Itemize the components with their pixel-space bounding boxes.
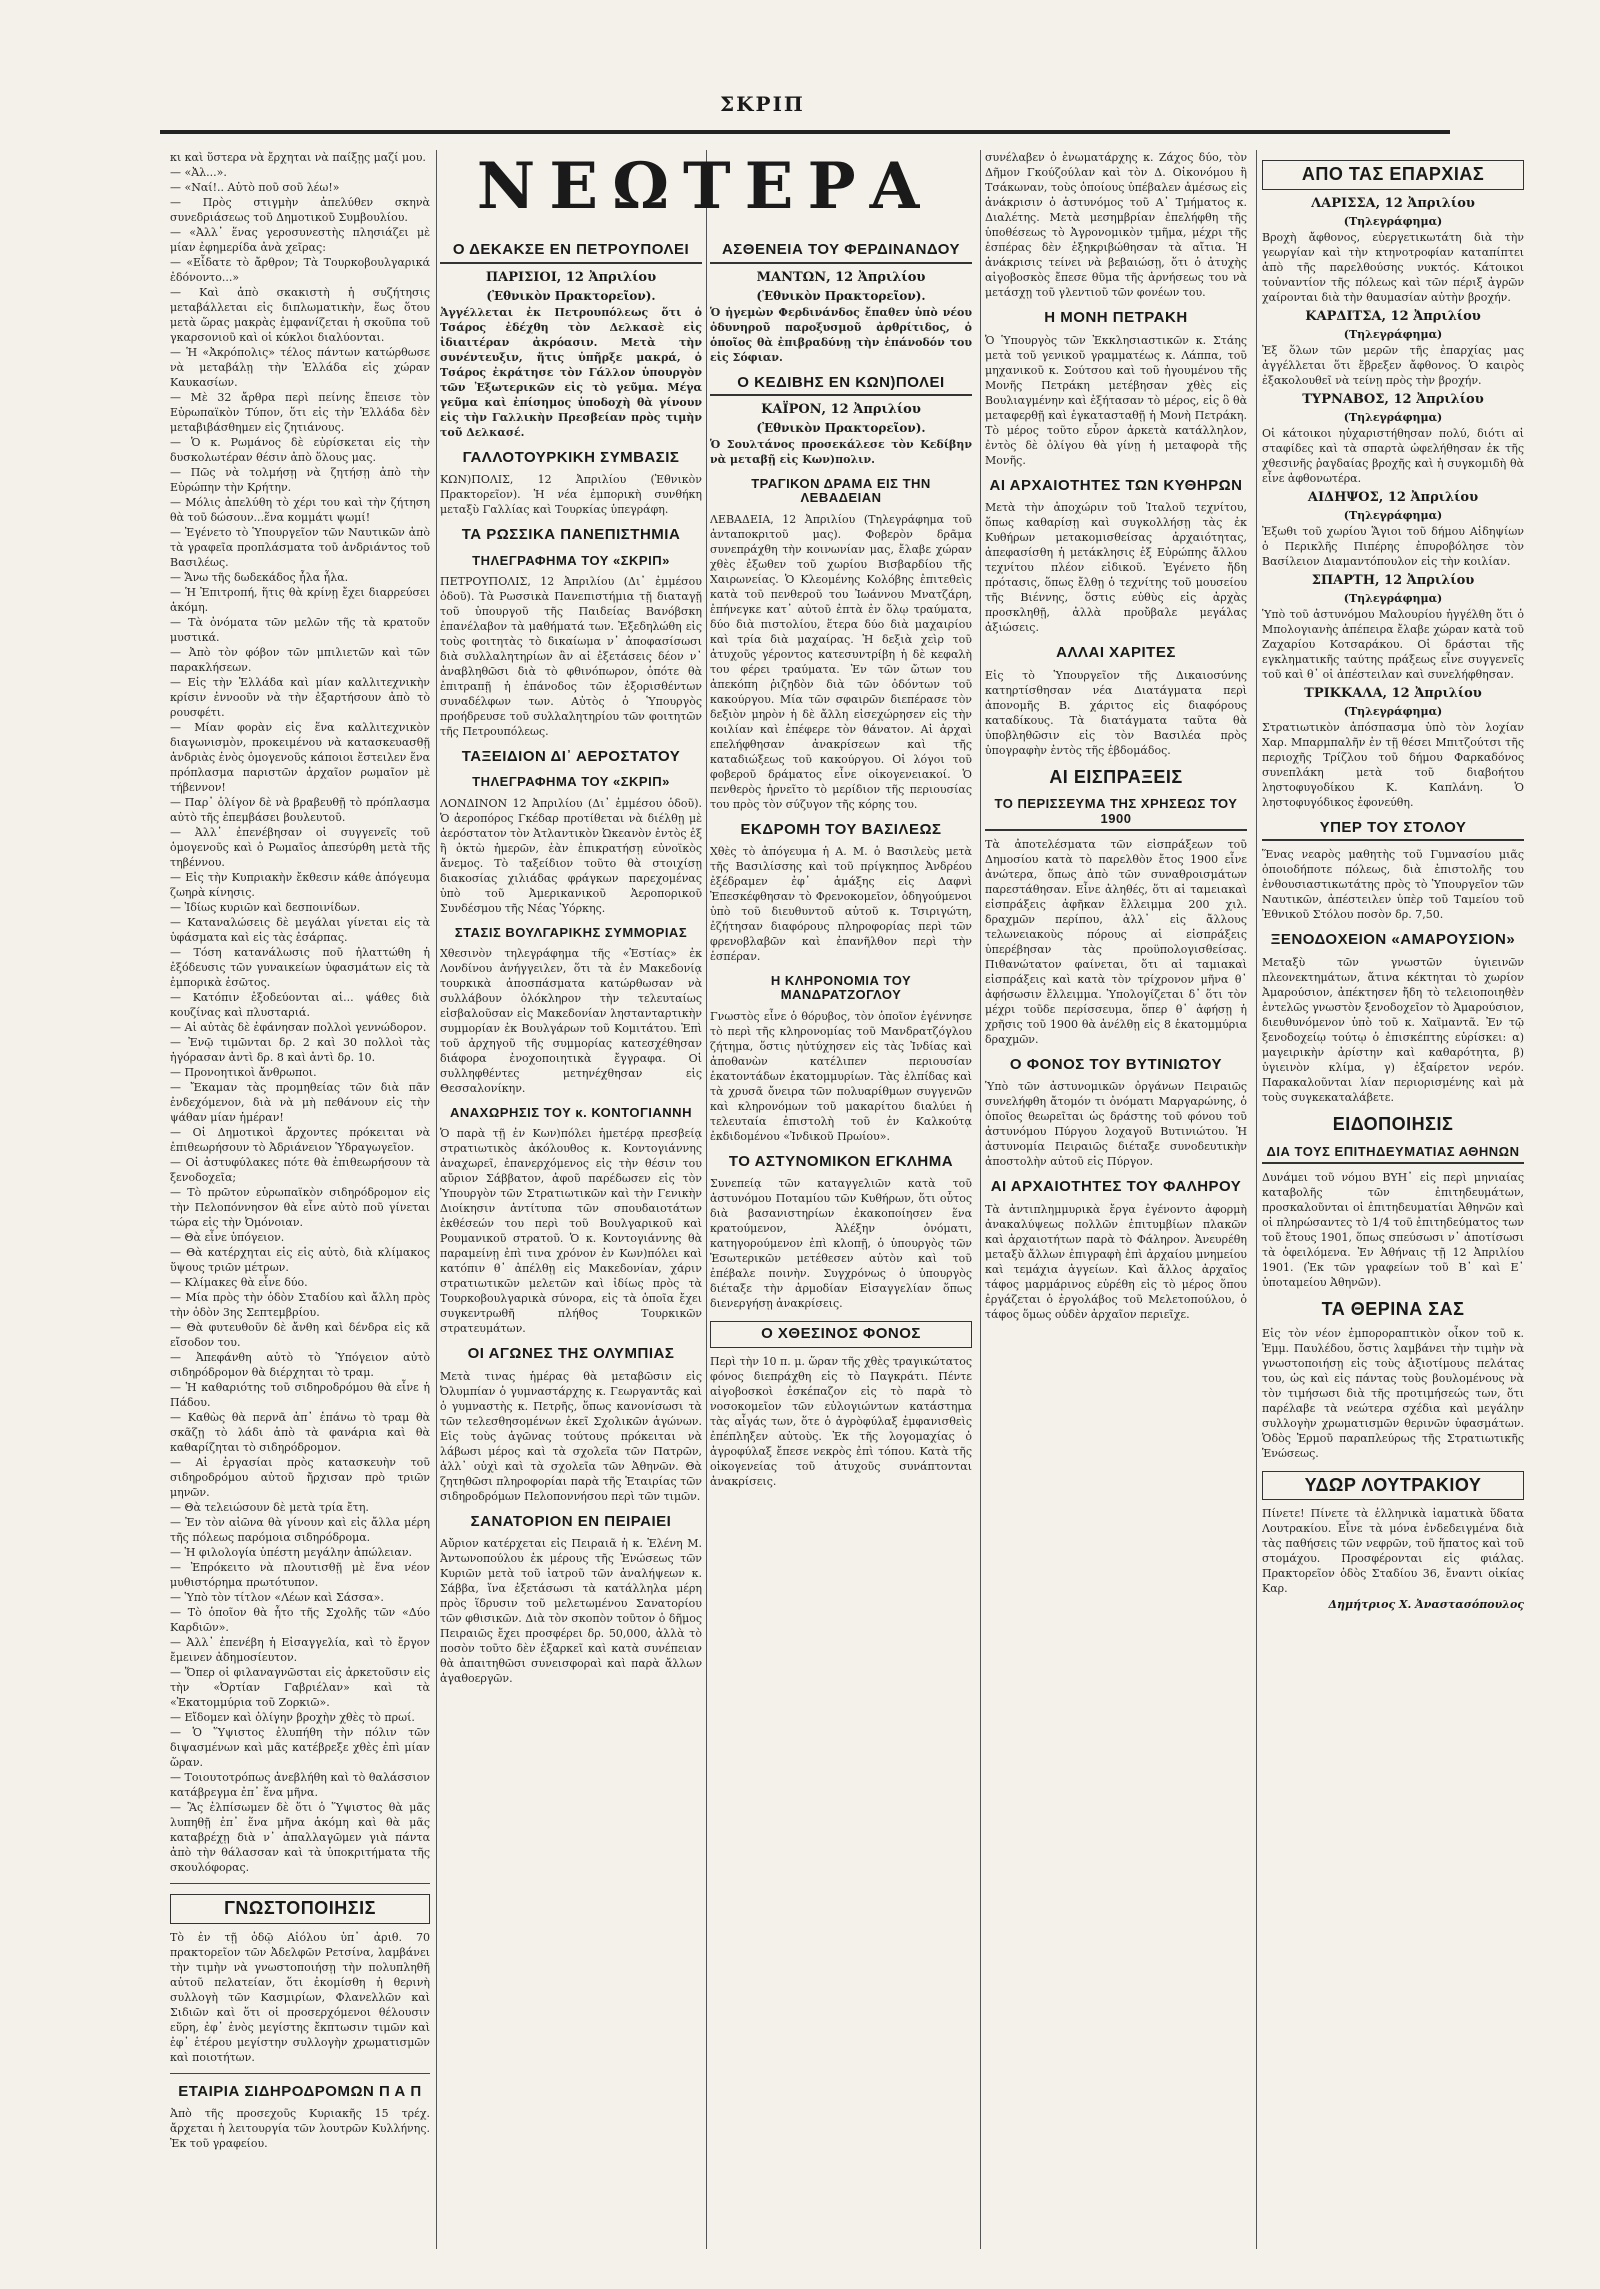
article-text: Ὑπὸ τοῦ ἀστυνόμου Μαλουρίου ἠγγέλθη ὅτι ὁ Μπολογιανὴς ἀπέπειρα ἔλαβε χώραν κατὰ τοῦ Ζαχαρίου Κοτσαράκου. Οἱ δράσται τῆς εγκληματικῆς ταύτης πράξεως εἶνε συγγενεῖς τοῦ καὶ θ᾽ οἱ ἀπέστειλαν καὶ συνελήφθησαν. <box>1262 607 1524 681</box>
column-3 <box>710 150 972 2259</box>
column-4 <box>985 150 1247 2259</box>
article-subheading: ΤΗΛΕΓΡΑΦΗΜΑ ΤΟΥ «ΣΚΡΙΠ» <box>472 774 670 790</box>
provinces-heading: ΑΠΟ ΤΑΣ ΕΠΑΡΧΙΑΣ <box>1262 160 1524 190</box>
telegram-line: (Τηλεγράφημα) <box>1343 327 1443 341</box>
article-text: Εἰς τὸ Ὑπουργεῖον τῆς Δικαιοσύνης κατηρτίσθησαν νέα Διατάγματα περὶ ἀπονομῆς Β. χάριτος εἰς διαφόρους καταδίκους. Τὰ διατάγματα ταῦτα θὰ ὑποβληθῶσιν εἰς τὸν Βασιλέα πρὸς ὑπογραφὴν ἐντὸς τῆς ἑβδομάδος. <box>985 668 1247 757</box>
masthead-rule <box>160 130 1450 134</box>
article-text: Στρατιωτικὸν ἀπόσπασμα ὑπὸ τὸν λοχίαν Χαρ. Μπαρμπαλῆν ἐν τῇ θέσει Μπιτζούτσι τῆς περιοχῆς Τρίζλου τοῦ δήμου Φαρκαδόνος συνεπλάκη μετὰ τοῦ διαβοήτου ληστοφυγοδίκου Κ. Καπλάνη. Ὁ ληστοφυγόδικος ἐφονεύθη. <box>1262 720 1524 809</box>
article-text: Ὁ Σουλτάνος προσεκάλεσε τὸν Κεδίβην νὰ μεταβῇ εἰς Κων)πολιν. <box>710 438 972 466</box>
notice-heading: ΓΝΩΣΤΟΠΟΙΗΣΙΣ <box>170 1894 430 1924</box>
article-text: Γνωστὸς εἶνε ὁ θόρυβος, τὸν ὁποῖον ἐγέννησε τὸ περὶ τῆς κληρονομίας τοῦ Μανδρατζόγλου ζήτημα, ὅστις ηὐτύχησεν εἰς τὰς Ἰνδίας καὶ ἀποθανὼν κατέλιπεν περιουσίαν ἑκατοντάδων ἑκατομμυρίων. Τὰς ἐλπίδας καὶ τὰ χρυσᾶ ὄνειρα τῶν πολυαρίθμων συγγενῶν καὶ κληρονόμων τοῦ μακαρίτου διαλύει ἡ τελευταία ἐπιστολὴ τοῦ ἐν Καλκούτᾳ ἐκδιδομένου «Ἰνδικοῦ Πρωίου». <box>710 1009 972 1143</box>
article-text: Περὶ τὴν 10 π. μ. ὥραν τῆς χθὲς τραγικώτατος φόνος διεπράχθη εἰς τὸ Παγκράτι. Πέντε αἰγοβοσκοὶ ἐσκέπαζον εἰς τὸ παρὰ τὸ νοσοκομεῖον τῶν εὐλογιώντων κατάστημα τὰς αἶγάς των, ὅτε ὁ ἀγρὸφύλαξ ἐμφανισθεὶς ἐπέπληξεν αὐτοὺς. Ἐκ τῆς λογομαχίας ὁ ἀγροφύλαξ ἔπεσε νεκρὸς ἐπὶ τόπου. Κατὰ τῆς οἰκογενείας τοῦ ἀτυχοῦς συνάπτονται ἀνακρίσεις. <box>710 1354 972 1488</box>
telegram-line: (Τηλεγράφημα) <box>1343 410 1443 424</box>
advert-text: Εἰς τὸν νέον ἐμποροραπτικὸν οἶκον τοῦ κ. Ἐμμ. Παυλέδου, ὅστις λαμβάνει τὴν τιμὴν νὰ γνωστοποιήσῃ εἰς τοὺς ἀξιοτίμους πελάτας του, ὡς καὶ εἰς πάντας τοὺς βουλομένους νὰ τὸν τιμήσωσι διὰ τῆς προτιμήσεώς των, ὅτι παρέλαβε τὰ νεώτερα σχέδια καὶ μεγάλην συλλογὴν χρωματισμῶν θερινῶν ὑφασμάτων. Ὁδὸς Ἑρμοῦ παραπλεύρως τῆς Στρατιωτικῆς Ἑνώσεως. <box>1262 1326 1524 1460</box>
masthead <box>0 0 1600 150</box>
advert-text: Μεταξὺ τῶν γνωστῶν ὑγιεινῶν πλεονεκτημάτων, ἅτινα κέκτηται τὸ χωρίον Ἀμαρούσιον, ἀπέκτησεν ἤδη τὸ τελειοποιηθὲν ἐντελῶς γνωστὸν ξενοδοχεῖον τὸ Ἀμαρούσιον, διευθυνόμενον ὑπὸ τοῦ κ. Χαϊμαντᾶ. Ἐν τῷ ξενοδοχείῳ τούτῳ ὁ ἐπισκέπτης εὑρίσκει: α) μαγειρικὴν ἀρίστην καὶ καθαρότητα, β) ὑγιεινὸν κλίμα, γ) ἐξαίρετον νερόν. Παρακαλοῦνται λίαν περιορισμένης καὶ μὰ τοὺς συγκεκαταλάβετε. <box>1262 955 1524 1104</box>
article-text: Χθὲς τὸ ἀπόγευμα ἡ Α. Μ. ὁ Βασιλεὺς μετὰ τῆς Βασιλίσσης καὶ τοῦ πρίγκηπος Ἀνδρέου ἐξέδραμεν ἐφ᾽ ἁμάξης εἰς Δαφνὶ Ἐπεσκέφθησαν τὸ Φρενοκομεῖον, ὁδηγούμενοι ὑπὸ τοῦ διευθυντοῦ αὐτοῦ κ. Τσιριγώτη, ἐζήτησαν διαφόρους πληροφορίας περὶ τῶν φρενοβλαβῶν καὶ ἐπανῆλθον περὶ τὴν ἑσπέραν. <box>710 845 972 964</box>
dateline: ΠΑΡΙΣΙΟΙ, 12 Ἀπριλίου <box>485 269 657 285</box>
advert-heading: ΤΑ ΘΕΡΙΝΑ ΣΑΣ <box>1321 1298 1465 1319</box>
article-heading: ΑΙ ΑΡΧΑΙΟΤΗΤΕΣ ΤΩΝ ΚΥΘΗΡΩΝ <box>989 476 1243 494</box>
article-text: συνέλαβεν ὁ ἐνωματάρχης κ. Ζάχος δύο, τὸν Δῆμον Γκούζούλαν καὶ τὸν Δ. Οἰκονόμου ἢ Τσάκωναν, τοὺς ὁποίους ὑπέβαλεν ἀμέσως εἰς ἀνάκρισιν ὁ ἀστυνόμος τοῦ Α᾽ Τμήματος κ. Διαλέτης. Μετὰ μεσημβρίαν ἐπελήφθη τῆς ὑποθέσεως τὸ Ἀγρονομικὸν τμῆμα, μέχρι τῆς ἑσπέρας δὲν ἐξηκριβώθησαν τὰ αἴτια. Ἡ ἀνάκρισις τείνει νὰ βεβαιώσῃ, ὅτι ὁ ἀτυχὴς αἰγοβοσκὸς ἔπεσε θῦμα τῆς ἀρνήσεως του νὰ μετάσχῃ τοῦ γλεντιοῦ τῶν φονέων του. <box>985 151 1247 299</box>
article-heading: Η ΚΛΗΡΟΝΟΜΙΑ ΤΟΥ ΜΑΝΔΡΑΤΖΟΓΛΟΥ <box>770 973 912 1003</box>
telegram-line: (Τηλεγράφημα) <box>1343 704 1443 718</box>
telegram-line: (Τηλεγράφημα) <box>1343 508 1443 522</box>
article-text: ΠΕΤΡΟΥΠΟΛΙΣ, 12 Ἀπριλίου (Δι᾽ ἐμμέσου ὁδοῦ). Τὰ Ρωσσικὰ Πανεπιστήμια τῇ διαταγῇ τοῦ ὑπουργοῦ τῆς Παιδείας Βανόβσκη ἐπανέλαβον τὰ μαθήματά των. Ἐξεδηλώθη εἰς τοὺς φοιτητὰς τὸ δικαίωμα ν᾽ ἀποφασίσωσι διὰ συλλαλητηρίων ἂν αἱ ἐξετάσεις δέον ν᾽ ἀναβληθῶσι διὰ τὸ φθινόπωρον, ὁπότε θὰ ἐπιτραπῇ ἡ ἐπάνοδος τῶν ἐξορισθέντων συναδέλφων των. Αὐτὸς ὁ Ὑπουργὸς προήδρευσε τοῦ συλλαλητηρίου τῶν φοιτητῶν τῆς Πετρουπόλεως. <box>440 574 702 738</box>
article-heading: ΟΙ ΑΓΩΝΕΣ ΤΗΣ ΟΛΥΜΠΙΑΣ <box>467 1345 675 1363</box>
article-heading: ΤΑΞΕΙΔΙΟΝ ΔΙ᾽ ΑΕΡΟΣΤΑΤΟΥ <box>461 747 681 765</box>
article-heading: Ο ΧΘΕΣΙΝΟΣ ΦΟΝΟΣ <box>710 1321 972 1348</box>
article-heading: ΑΣΘΕΝΕΙΑ ΤΟΥ ΦΕΡΔΙΝΑΝΔΟΥ <box>710 242 972 264</box>
railway-heading: ΕΤΑΙΡΙΑ ΣΙΔΗΡΟΔΡΟΜΩΝ Π Α Π <box>178 2082 422 2100</box>
column-1 <box>170 150 430 2259</box>
article-heading: Ο ΦΟΝΟΣ ΤΟΥ ΒΥΤΙΝΙΩΤΟΥ <box>1009 1055 1223 1073</box>
advert-text: Πίνετε! Πίνετε τὰ ἑλληνικὰ ἰαματικὰ ὕδατα Λουτρακίου. Εἶνε τὰ μόνα ἐνδεδειγμένα διὰ τὰς παθήσεις τῶν νεφρῶν, τοῦ ἥπατος καὶ τοῦ στομάχου. Προσφέρονται εἰς φιάλας. Πρακτορεῖον ὁδὸς Σταδίου 36, ἔναντι οἰκίας Καρ. <box>1262 1507 1524 1596</box>
article-subheading: ΤΗΛΕΓΡΑΦΗΜΑ ΤΟΥ «ΣΚΡΙΠ» <box>472 552 670 568</box>
advert-heading: ΞΕΝΟΔΟΧΕΙΟΝ «ΑΜΑΡΟΥΣΙΟΝ» <box>1270 931 1516 949</box>
article-text: Ὁ ἡγεμὼν Φερδινάνδος ἔπαθεν ὑπὸ νέου ὀδυνηροῦ παροξυσμοῦ ἀρθρίτιδος, ὁ ὁποῖος θὰ ἐπιβραδύνῃ τὴν ἐπάνοδόν του εἰς Σόφιαν. <box>710 305 972 364</box>
masthead-title: ΣΚΡΙΠ <box>720 92 805 116</box>
article-text: Μετὰ τὴν ἀποχώριν τοῦ Ἰταλοῦ τεχνίτου, ὅπως καθαρίσῃ καὶ συγκολλήσῃ τὰς ἐκ Κυθήρων μετακομισθείσας ἀρχαιότητας, ἀπεφασίσθη ἡ μετάκλησις ἐξ Εὐρώπης ἄλλου τεχνίτου πλέον εἰδικοῦ. Ἐγένετο ἤδη πρότασις, ὅπως ἔλθῃ ὁ τεχνίτης τοῦ μουσείου τῆς Βιέννης, ὅστις εὐθὺς εἰς ἀρχὰς προσκληθῇ, ἀλλὰ προὔβαλε μεγάλας ἀξιώσεις. <box>985 501 1247 634</box>
telegram-line: (Τηλεγράφημα) <box>1343 591 1443 605</box>
article-text: Ὁ Ὑπουργὸς τῶν Ἐκκλησιαστικῶν κ. Στάης μετὰ τοῦ γενικοῦ γραμματέως κ. Λάππα, τοῦ μηχανικοῦ κ. Σούτσου καὶ τοῦ ἡγουμένου τῆς Μονῆς Πετράκη μετέβησαν χθὲς εἰς Βουλιαγμένην καὶ ἐξήτασαν τὸ μέρος, εἰς ὃ θὰ μεταφερθῇ καὶ ἐγκατασταθῇ ἡ Μονὴ Πετράκη. Τὸ μέρος τοῦτο εὗρον ἀρκετὰ κατάλληλον, ἐντὸς δὲ ὀλίγου θὰ γίνῃ ἡ μεταφορὰ τῆς Μονῆς. <box>985 333 1247 467</box>
column-divider <box>436 150 437 2249</box>
dateline: ΚΑΪΡΟΝ, 12 Ἀπριλίου <box>761 402 921 417</box>
article-text: Ἐξωθι τοῦ χωρίου Ἅγιοι τοῦ δήμου Αἰδηψίων ὁ Περικλῆς Πιπέρης ἐπυροβόλησε τὸν Βασίλειον Διαμαντόπουλον εἰς τὴν κοιλίαν. <box>1262 524 1524 568</box>
dateline: ΚΑΡΔΙΤΣΑ, 12 Ἀπριλίου <box>1305 308 1481 324</box>
article-text: ΛΕΒΑΔΕΙΑ, 12 Ἀπριλίου (Τηλεγράφημα τοῦ ἀνταποκριτοῦ μας). Φοβερὸν δρᾶμα συνεπράχθη τὴν κοινωνίαν μας, ἔλαβε χώραν χθὲς ἐξωθεν τοῦ χωρίου Βισβαρδίου τῆς Χαιρωνείας. Ὁ Κλεομένης Κολόβης ἐπιτεθεὶς κατὰ τοῦ πενθεροῦ του Ἰωάννου Μνατζάρη, ἐπήνεγκε κατ᾽ αὐτοῦ ἐπτὰ ἐν ὅλῳ τραύματα, δύο διὰ πιστολίου, ἕτερα δύο διὰ μαχαιρίου καὶ τρία διὰ μαχαίρας. Ἡ δεξιὰ χεὶρ τοῦ ἀτυχοῦς γέροντος κατεσυντρίβη ἡ δὲ κεφαλὴ του φέρει τραύματα. Ἐν τῶν ὤτων του ἀπεκόπη ῥιζηδὸν διὰ τῶν ὀδόντων τοῦ κακούργου. Μία τῶν σφαιρῶν διεπέρασε τὸν δεξιὸν μηρὸν ἡ δὲ ἄλλη εἰσεχώρησεν εἰς τὴν κοιλίαν καὶ ἐπέφερε τὸν θάνατον. Αἱ ἀρχαὶ επελήφθησαν ἀνακρίσεων καὶ τῆς καταδιώξεως τοῦ κακούργου. Οἱ λόγοι τοῦ φοβεροῦ δράματος εἶνε οἰκογενειακοί. Ὁ πενθερὸς ἠρνεῖτο τὸ μερίδιον τῆς περιουσίας του πρὸς τὸν σύζυγον τῆς κόρης του. <box>710 512 972 811</box>
agency-line: (Ἐθνικὸν Πρακτορεῖον). <box>756 421 926 435</box>
railway-text: Ἀπὸ τῆς προσεχοῦς Κυριακῆς 15 τρέχ. ἄρχεται ἡ λειτουργία τῶν λουτρῶν Κυλλήνης. Ἐκ τοῦ γραφείου. <box>170 2107 430 2151</box>
dateline: ΣΠΑΡΤΗ, 12 Ἀπριλίου <box>1311 572 1475 588</box>
divider <box>170 1883 430 1884</box>
article-heading: ΓΑΛΛΟΤΟΥΡΚΙΚΗ ΣΥΜΒΑΣΙΣ <box>462 448 680 466</box>
dateline: ΑΙΔΗΨΟΣ, 12 Ἀπριλίου <box>1307 489 1479 505</box>
section-banner: ΝΕΩΤΕΡΑ <box>476 149 934 224</box>
advert-heading: ΥΔΩΡ ΛΟΥΤΡΑΚΙΟΥ <box>1262 1471 1524 1501</box>
agency-line: (Ἐθνικὸν Πρακτορεῖον). <box>486 288 656 303</box>
article-heading: Η ΜΟΝΗ ΠΕΤΡΑΚΗ <box>1044 309 1188 326</box>
article-heading: ΤΑ ΡΩΣΣΙΚΑ ΠΑΝΕΠΙΣΤΗΜΙΑ <box>461 526 681 543</box>
dateline: ΤΥΡΝΑΒΟΣ, 12 Ἀπριλίου <box>1302 391 1484 407</box>
article-text: Τὰ ἀποτελέσματα τῶν εἰσπράξεων τοῦ Δημοσίου κατὰ τὸ παρελθὸν ἔτος 1900 εἶνε ἀνώτερα, ὅπως ἀπὸ τῶν συναθροισμάτων παρεστάθησαν. Εἶνε ἀληθές, ὅτι αἱ ταμειακαὶ εἰσπράξεις ἀφῆκαν ἔλλειμμα 200 χιλ. δραχμῶν περίπου, ἀλλ᾽ εἰς ἄλλους τελωνειακοὺς πόρους αἱ εἰσπράξεις ὑπερέβησαν τὰς προϋπολογισθείσας. Πιθανώτατον φαίνεται, ὅτι αἱ ταμιακαὶ εἰσπράξεις καὶ κατὰ τὸν τρίχρονον μῆνα θ᾽ ἀφήσωσιν ἔλλειμμα. Ὑπολογίζεται δ᾽ ὅτι τὸν μέχρι τοῦδε περίσσευμα, ὅπερ θ᾽ ἀφήσῃ ἡ χρῆσις τοῦ 1900 θὰ ἀνέλθῃ εἰς 8 ἑκατομμύρια δραχμῶν. <box>985 837 1247 1046</box>
notice-heading: ΕΙΔΟΠΟΙΗΣΙΣ <box>1332 1113 1454 1134</box>
divider <box>170 2073 430 2074</box>
article-heading: Ο ΚΕΔΙΒΗΣ ΕΝ ΚΩΝ)ΠΟΛΕΙ <box>710 375 972 397</box>
column-divider <box>1256 150 1257 2249</box>
article-subheading: ΤΟ ΠΕΡΙΣΣΕΥΜΑ ΤΗΣ ΧΡΗΣΕΩΣ ΤΟΥ 1900 <box>985 797 1247 831</box>
article-text: Συνεπείᾳ τῶν καταγγελιῶν κατὰ τοῦ ἀστυνόμου Ποταμίου τῶν Κυθήρων, ὅτι οὗτος διὰ βασανιστηρίων ἐκακοποίησεν ἕνα κρατούμενον, Ἀλέξην ὀνόματι, κατηγορούμενον ἐπὶ κλοπῇ, ὁ ὑπουργὸς τῶν Ἐσωτερικῶν μετέθεσεν αὐτὸν καὶ τοῦ ἐπέβαλε ποινὴν. Συγχρόνως ὁ ὑπουργὸς διέταξε τὴν ἀρμοδίαν Εἰσαγγελίαν ὅπως διενεργήσῃ ἀνακρίσεις. <box>710 1177 972 1311</box>
column-divider <box>980 150 981 2249</box>
article-text: Βροχὴ ἄφθονος, εὐεργετικωτάτη διὰ τὴν γεωργίαν καὶ τὴν κτηνοτροφίαν καταπίπτει ἀπὸ τῆς παρελθούσης νυκτός. Κάτοικοι τοὐναντίον τῆς πόλεως καὶ τῶν πέριξ ἀγρῶν χαίρονται διὰ τὴν θαυμασίαν αὐτὴν βροχήν. <box>1262 230 1524 304</box>
article-text: ΚΩΝ)ΠΟΛΙΣ, 12 Ἀπριλίου (Ἐθνικὸν Πρακτορεῖον). Ἡ νέα ἐμπορικὴ συνθήκη μεταξὺ Γαλλίας καὶ Τουρκίας ὑπεγράφη. <box>440 473 702 516</box>
notice-text: Τὸ ἐν τῇ ὁδῷ Αἰόλου ὑπ᾽ ἀριθ. 70 πρακτορεῖον τῶν Ἀδελφῶν Ρετσίνα, λαμβάνει τὴν τιμὴν νὰ γνωστοποιήσῃ τὴν πολυπληθῆ αὐτοῦ πελατείαν, ὅτι ἐκομίσθη ἡ θερινὴ συλλογὴ τῶν Κασμιρίων, Φλανελλῶν καὶ Σιδιῶν καὶ ὅτι οἱ προσερχόμενοι θέλουσιν εὕρη, ἐφ᾽ ἑνὸς μεγίστης ἔκπτωσιν τιμῶν καὶ ἐφ᾽ ἑτέρου μεγίστην συλλογὴν χρωματισμῶν καὶ ποιοτήτων. <box>170 1930 430 2064</box>
article-text: Ὁ παρὰ τῇ ἐν Κων)πόλει ἡμετέρᾳ πρεσβείᾳ στρατιωτικὸς ἀκόλουθος κ. Κοντογιάννης ἀναχωρεῖ, ἐπανερχόμενος εἰς τὴν θέσιν του αὔριον Σάββατον, ἀφοῦ παρέδωσεν εἰς τὸν Ὑπουργὸν τῶν Στρατιωτικῶν καὶ τὴν Γενικὴν Διοίκησιν ἀντίτυπα τῶν σπουδαιοτάτων ἐκθέσεών του περὶ τοῦ Βουλγαρικοῦ καὶ Ρουμανικοῦ στρατοῦ. Ὁ κ. Κοντογιάννης θὰ παραμείνῃ ἐπὶ τινα χρόνον ἐν Κων)πόλει καὶ κατόπιν θ᾽ ἀπέλθῃ εἰς Μακεδονίαν, χάριν στρατιωτικῶν μελετῶν καὶ ἰδίως πρὸς τὰ Τουρκοβουλγαρικὰ σύνορα, εἰς τὰ ὁποῖα ἔχει συγκεντρωθῆ πλήθος Τουρκικῶν στρατευμάτων. <box>440 1127 702 1336</box>
column-2 <box>440 150 702 2259</box>
advert-signature: Δημήτριος Χ. Ἀναστασόπουλος <box>1328 1598 1524 1612</box>
telegram-line: (Τηλεγράφημα) <box>1343 214 1443 228</box>
article-text: Οἱ κάτοικοι ηὐχαριστήθησαν πολύ, διότι αἱ σταφίδες καὶ τὰ σπαρτὰ ὠφελήθησαν ἐκ τῆς χθεσινῆς ῥαγδαίας βροχῆς καὶ ἡ συγκομιδὴ θὰ εἶνε ἀφθονωτέρα. <box>1262 426 1524 485</box>
dateline: ΜΑΝΤΩΝ, 12 Ἀπριλίου <box>756 269 926 285</box>
article-heading: ΣΤΑΣΙΣ ΒΟΥΛΓΑΡΙΚΗΣ ΣΥΜΜΟΡΙΑΣ <box>454 924 688 940</box>
article-text: Τὰ ἀντιπλημμυρικὰ ἔργα ἐγένοντο ἀφορμὴ ἀνακαλύψεως πολλῶν ἐπιτυμβίων πλακῶν καὶ ἀρχαιοτήτων παρὰ τὸ Φάληρον. Ἀνευρέθη μεταξὺ ἄλλων ἐπιγραφὴ ἐπὶ ἀρχαίου μνημείου καὶ τεμάχια ἀγγείων. Καὶ ἄλλος ἀρχαῖος τάφος μαρμάρινος εὑρέθη εἰς τὸ μέρος ὅπου ἐργάζεται ὁ ἐργολάβος τοῦ Μελετοπούλου, ὁ τάφος ὅμως οὐδὲν ἀρχαῖον περιεῖχε. <box>985 1202 1247 1321</box>
article-heading: ΑΛΛΑΙ ΧΑΡΙΤΕΣ <box>1056 644 1176 661</box>
article-heading: ΕΚΔΡΟΜΗ ΤΟΥ ΒΑΣΙΛΕΩΣ <box>740 820 942 838</box>
article-heading: ΤΡΑΓΙΚΟΝ ΔΡΑΜΑ ΕΙΣ ΤΗΝ ΛΕΒΑΔΕΙΑΝ <box>751 476 931 506</box>
notice-text: Δυνάμει τοῦ νόμου ΒΥΗ᾽ εἰς περὶ μηνιαίας καταβολῆς τῶν ἐπιτηδευμάτων, προσκαλοῦνται οἱ ἐπιτηδευματίαι Ἀθηνῶν καὶ οἱ πληρώσαντες τὸ 1/4 τοῦ ἐπιτηδεύματος των τοῦ ἔτους 1901, ὅπως σπεύσωσι ν᾽ ἀποτίσωσι τὰ ὀφειλόμενα. Ἐν Ἀθήναις τῇ 12 Ἀπριλίου 1901. (Ἐκ τῶν γραφείων τοῦ Β᾽ καὶ Ε᾽ ὑποταμείου Ἀθηνῶν). <box>1262 1170 1524 1289</box>
article-text: Μετὰ τινας ἡμέρας θὰ μεταβῶσιν εἰς Ὀλυμπίαν ὁ γυμναστάρχης κ. Γεωργαντᾶς καὶ ὁ γυμναστὴς κ. Πετρῆς, ὅπως κανονίσωσι τὰ τῶν τελεσθησομένων ἐκεῖ Σχολικῶν ἀγώνων. Εἰς τοὺς ἀγῶνας τούτους πρόκειται νὰ λάβωσι μέρος καὶ τὰ σχολεῖα τῶν Πατρῶν, ἀλλ᾽ οὐχὶ καὶ τὰ σχολεῖα τῶν Ἀθηνῶν. Θὰ ζητηθῶσι πληροφορίαι παρὰ τῆς Ἑταιρίας τῶν σιδηροδρόμων Πελοποννήσου περὶ τῶν τιμῶν. <box>440 1369 702 1503</box>
article-heading: ΣΑΝΑΤΟΡΙΟΝ ΕΝ ΠΕΙΡΑΙΕΙ <box>470 1512 672 1530</box>
article-text: Ἐξ ὅλων τῶν μερῶν τῆς ἐπαρχίας μας ἀγγέλλεται ὅτι ἔβρεξεν ἄφθονος. Ὁ καιρὸς ἐξακολουθεῖ νὰ τείνῃ πρὸς τὴν βροχήν. <box>1262 343 1524 387</box>
article-heading: ΥΠΕΡ ΤΟΥ ΣΤΟΛΟΥ <box>1262 820 1524 842</box>
article-heading: ΑΙ ΑΡΧΑΙΟΤΗΤΕΣ ΤΟΥ ΦΑΛΗΡΟΥ <box>990 1178 1242 1196</box>
column-5 <box>1262 150 1524 2259</box>
article-text: Ὑπὸ τῶν ἀστυνομικῶν ὀργάνων Πειραιῶς συνελήφθη ἄτομόν τι ὀνόματι Μαργαρώνης, ὁ ὁποῖος θεωρεῖται ὡς δράστης τοῦ φόνου τοῦ ἀστυνόμου Πύργου λοχαγοῦ Βυτινιώτου. Ἡ ἀστυνομία Πειραιῶς διέταξε συνοδευτικὴν ἀποστολὴν αὐτοῦ εἰς Πύργον. <box>985 1080 1247 1169</box>
article-heading: ΑΝΑΧΩΡΗΣΙΣ ΤΟΥ κ. ΚΟΝΤΟΓΙΑΝΝΗ <box>450 1104 692 1120</box>
article-heading: ΑΙ ΕΙΣΠΡΑΞΕΙΣ <box>1049 766 1183 787</box>
article-text: Χθεσινὸν τηλεγράφημα τῆς «Ἑστίας» ἐκ Λονδίνου ἀνήγγειλεν, ὅτι τὰ ἐν Μακεδονίᾳ τουρκικὰ ἀποσπάσματα κατώρθωσαν νὰ συλλάβουν ὀλόκληρον τὴν τελευταίως εἰσβαλοῦσαν εἰς Μακεδονίαν ληστανταρτικὴν συμμορίαν ἐκ Βουλγάρων τοῦ Κομιτάτου. Ἐπὶ τοῦ ἀρχηγοῦ τῆς συμμορίας κατεσχέθησαν διάφορα ἐνοχοποιητικὰ ἔγγραφα. Οἱ συλληφθέντες μετηνέχθησαν εἰς Θεσσαλονίκην. <box>440 946 702 1095</box>
article-heading: ΤΟ ΑΣΤΥΝΟΜΙΚΟΝ ΕΓΚΛΗΜΑ <box>728 1152 954 1170</box>
column-text: κι καὶ ὕστερα νὰ ἔρχηται νὰ παίξῃς μαζί μου. — «Ἀλ...». — «Ναί!.. Αὐτὸ ποῦ σοῦ λέω!» — Πρὸς στιγμὴν ἀπελύθεν σκηνὰ συνεδριάσεως τοῦ Δημοτικοῦ Συμβουλίου. — «Ἀλλ᾽ ἕνας γεροσυνεστὴς πλησιάζει μὲ μίαν ἐφημερίδα ἀνὰ χεῖρας: — «Εἶδατε τὸ ἄρθρον; Τὰ Τουρκοβουλγαρικά ἐδόνοντο...» — Καὶ ἀπὸ σκακιστὴ ἡ συζήτησις μεταβάλλεται εἰς διπλωματικὴν, ἕως ὅτου μετὰ ὥρας μακρὰς ἐμφανίζεται ἡ σκοῦπα τοῦ γκαρσονιοῦ καὶ οἱ κύκλοι διαλύονται. — Ἡ «Ἀκρόπολις» τέλος πάντων κατώρθωσε νὰ μεταβάλῃ τὴν Ἑλλάδα εἰς χώραν Καυκασίων. — Μὲ 32 ἄρθρα περὶ πείνης ἔπεισε τὸν Εὐρωπαϊκὸν Τύπον, ὅτι εἰς τὴν Ἑλλάδα δὲν μεταβιβάσθημεν εἰς ζητιάνους. — Ὁ κ. Ρωμάνος δὲ εὐρίσκεται εἰς τὴν δυσκολωτέραν θέσιν ἀπὸ ὅλους μας. — Πῶς νὰ τολμήσῃ νὰ ζητήσῃ ἀπὸ τὴν Εὐρώπην τὴν Κρήτην. — Μόλις ἀπελύθη τὸ χέρι του καὶ τὴν ζήτηση θὰ τοῦ δώσουν...ἕνα κομμάτι ψωμί! — Ἐγένετο τὸ Ὑπουργεῖον τῶν Ναυτικῶν ἀπὸ τὰ γραφεῖα προπλάσματα τοῦ ἀνδριάντος τοῦ Βασιλέως. — Ἄνω τῆς δωδεκάδος ἦλα ἦλα. — Ἡ Ἐπιτροπή, ἥτις θὰ κρίνῃ ἔχει διαρρεύσει ἀκόμη. — Τὰ ὀνόματα τῶν μελῶν τῆς τὰ κρατοῦν μυστικά. — Ἀπὸ τὸν φόβον τῶν μπιλιετῶν καὶ τῶν παρακλήσεων. — Εἰς τὴν Ἑλλάδα καὶ μίαν καλλιτεχνικὴν κρίσιν ἐννοοῦν νὰ τὴν ἐξαρτήσουν ἀπὸ τὸ ρουσφέτι. — Μίαν φορὰν εἰς ἕνα καλλιτεχνικὸν διαγωνισμὸν, προκειμένου νὰ κατασκευασθῇ ἀνδριὰς ἑνὸς ὁμογενοῦς κάποιοι ἔστειλεν ἕνα πρόπλασμα παριστῶν ἀρχαῖον ρωμαῖον μὲ τήβεννον! — Παρ᾽ ὀλίγον δὲ νὰ βραβευθῇ τὸ πρόπλασμα αὐτὸ τῆς ἐπεμβάσει βουλευτοῦ. — Ἀλλ᾽ ἐπενέβησαν οἱ συγγενεῖς τοῦ ὁμογενοῦς καὶ ὁ Ρωμαῖος ἀπεσύρθη μετὰ τῆς τηβέννου. — Εἰς τὴν Κυπριακὴν ἔκθεσιν κάθε ἀπόγευμα ζωηρὰ κίνησις. — Ἰδίως κυριῶν καὶ δεσποινίδων. — Καταναλώσεις δὲ μεγάλαι γίνεται εἰς τὰ ὑφάσματα καὶ εἰς τὰς ἐσάρπας. — Τόση κατανάλωσις ποῦ ἠλαττώθη ἡ ἐξόδευσις τῶν γυναικείων ὑφασμάτων εἰς τὰ ἐμπορικὰ ἐσῶτος. — Κατόπιν ἐξοδεύονται αἱ... ψάθες διὰ κουζίνας καὶ πλυσταριά. — Αἱ αὐτὰς δὲ ἐφάνησαν πολλοὶ γεννώδορον. — Ἐνῷ τιμῶνται δρ. 2 καὶ 30 πολλοὶ τὰς ἠγόρασαν ἀντὶ δρ. 8 καὶ ἀντὶ δρ. 10. — Προνοητικοὶ ἄνθρωποι. — Ἔκαμαν τὰς προμηθείας τῶν διὰ πᾶν ἐνδεχόμενον, διὰ νὰ μὴ πεθάνουν εἰς τὴν ψάθαν μίαν ἡμέραν! — Οἱ Δημοτικοὶ ἄρχοντες πρόκειται νὰ ἐπιθεωρήσουν τὸ Ἀδριάνειον Ὑδραγωγεῖον. — Οἱ ἀστυφύλακες πότε θὰ ἐπιθεωρήσουν τὰ ξενοδοχεῖα; — Τὸ πρῶτον εὐρωπαϊκὸν σιδηρόδρομον εἰς τὴν Πελοπόννησον θὰ εἶνε αὐτὸ ποῦ γίνεται τώρα εἰς τὴν Ὀμόνοιαν. — Θὰ εἶνε ὑπόγειον. — Θὰ κατέρχηται εἰς εἰς αὐτὸ, διὰ κλίμακος ὕψους τριῶν μέτρων. — Κλίμακες θὰ εἶνε δύο. — Μία πρὸς τὴν ὁδὸν Σταδίου καὶ ἄλλη πρὸς τὴν ὁδὸν 3ης Σεπτεμβρίου. — Θὰ φυτευθοῦν δὲ ἄνθη καὶ δένδρα εἰς κᾶ εἴσοδον του. — Ἀπεφάνθη αὐτὸ τὸ Ὑπόγειον αὐτὸ σιδηρόδρομον θὰ διέρχηται τὸ τραμ. — Ἡ καθαριότης τοῦ σιδηροδρόμου θὰ εἶνε ἡ Πάδου. — Καθὼς θὰ περνᾶ ἀπ᾽ ἐπάνω τὸ τραμ θὰ σκᾶζῃ τὸ λάδι ἀπὸ τὰ φανάρια καὶ θὰ καθαρίζηται τὸ σιδηρόδρομον. — Αἱ ἐργασίαι πρὸς κατασκευὴν τοῦ σιδηροδρόμου αὐτοῦ ἤρχισαν πρὸ τριῶν μηνῶν. — Θὰ τελειώσουν δὲ μετὰ τρία ἔτη. — Ἐν τὸν αἰῶνα θὰ γίνουν καὶ εἰς ἄλλα μέρη τῆς πόλεως παρόμοια σιδηρόδρομα. — Ἡ φιλολογία ὑπέστη μεγάλην ἀπώλειαν. — Ἐπρόκειτο νὰ πλουτισθῇ μὲ ἕνα νέον μυθιστόρημα πρωτότυπον. — Ὑπὸ τὸν τίτλον «Λέων καὶ Σάσσα». — Τὸ ὁποῖον θὰ ἦτο τῆς Σχολῆς τῶν «Δύο Καρδιῶν». — Ἀλλ᾽ ἐπενέβη ἡ Εἰσαγγελία, καὶ τὸ ἔργον ἔμεινεν ἀδημοσίευτον. — Ὅπερ οἱ φιλαναγνῶσται εἰς ἀρκετοῦσιν εἰς τὴν «Ὀρτίαν Γαβριέλαν» καὶ τὰ «Ἑκατομμύρια τοῦ Ζορκιῶ». — Εἴδομεν καὶ ὀλίγην βροχὴν χθὲς τὸ πρωί. — Ὁ Ὕψιστος ἐλυπήθη τὴν πόλιν τῶν διψασμένων καὶ μᾶς κατέβρεξε χθὲς ἐπὶ μίαν ὥραν. — Τοιουτοτρόπως ἀνεβλήθη καὶ τὸ θαλάσσιον κατάβρεγμα ἐπ᾽ ἕνα μῆνα. — Ἂς ἐλπίσωμεν δὲ ὅτι ὁ Ὕψιστος θὰ μᾶς λυπηθῇ ἐπ᾽ ἕνα μῆνα ἀκόμη καὶ θὰ μᾶς καταβρέχῃ διὰ ν᾽ ἀπαλλαγῶμεν γιὰ πάντα ἀπὸ τὴν θάλασσαν καὶ τὰ ὑποκριτήματα τῆς σκουλόφορας. <box>170 151 430 1874</box>
article-text: Ἀγγέλλεται ἐκ Πετρουπόλεως ὅτι ὁ Τσάρος ἐδέχθη τὸν Δελκασὲ εἰς ἰδιαιτέραν ἀκρόασιν. Μετὰ τὴν συνέντευξιν, ἥτις ὑπῆρξε μακρά, ὁ Τσάρος ἐκράτησε τὸν Γάλλον ὑπουργὸν τῶν Ἐξωτερικῶν εἰς τὸ γεῦμα. Μέγα γεῦμα καὶ ἐπίσημος ὑποδοχὴ θὰ γίνουν εἰς τὴν Γαλλικὴν Πρεσβείαν πρὸς τιμὴν τοῦ Δελκασέ. <box>440 305 702 439</box>
article-text: ΛΟΝΔΙΝΟΝ 12 Ἀπριλίου (Δι᾽ ἐμμέσου ὁδοῦ). Ὁ ἀεροπόρος Γκέδαρ προτίθεται νὰ διέλθῃ μὲ ἀερόστατον τὸν Ἀτλαντικὸν Ὠκεανὸν ἐντὸς ἐξ ἢ ὀκτὼ ἡμερῶν, ἐὰν ἐπικρατήσῃ εὐνοϊκὸς ἄνεμος. Τὸ ταξείδιον τοῦτο θὰ στοιχίσῃ διακοσίας χιλιάδας φράγκων παρεχομένας ὑπὸ τοῦ Ἀμερικανικοῦ Ἀεροπορικοῦ Συνδέσμου τῆς Νέας Ὑόρκης. <box>440 796 702 915</box>
column-divider <box>706 150 707 2249</box>
article-text: Αὔριον κατέρχεται εἰς Πειραιᾶ ἡ κ. Ἑλένη Μ. Ἀντωνοπούλου ἐκ μέρους τῆς Ἑνώσεως τῶν Κυριῶν μετὰ τοῦ ἰατροῦ τῶν ἀναλήψεων κ. Σάββα, ἵνα ἐξετάσωσι τὰ κατάλληλα μέρη πρὸς ἵδρυσιν τοῦ μελετωμένου Σανατορίου τῶν φθισικῶν. Διὰ τὸν σκοπὸν τοῦτον ὁ δῆμος Πειραιῶς ἔχει προσφέρει δρ. 50,000, ἀλλὰ τὸ ποσὸν τοῦτο δὲν ἐξαρκεῖ καὶ κατὰ συνέπειαν θὰ ἀπαιτηθῶσι συνεισφοραὶ καὶ παρὰ ἄλλων ἀγαθοεργῶν. <box>440 1537 702 1686</box>
dateline: ΤΡΙΚΚΑΛΑ, 12 Ἀπριλίου <box>1304 685 1482 701</box>
dateline: ΛΑΡΙΣΣΑ, 12 Ἀπριλίου <box>1311 195 1475 211</box>
article-text: Ἕνας νεαρὸς μαθητὴς τοῦ Γυμνασίου μιᾶς ὁποιοδήποτε πόλεως, διὰ ἐπιστολῆς του ἐνθουσιαστικωτάτης πρὸς τὸ Ὑπουργεῖον τῶν Ναυτικῶν, ἀπέστειλεν ὑπὲρ τοῦ Ταμείου τοῦ Ἐθνικοῦ Στόλου ποσὸν δρ. 7,50. <box>1262 848 1524 922</box>
notice-subheading: ΔΙΑ ΤΟΥΣ ΕΠΙΤΗΔΕΥΜΑΤΙΑΣ ΑΘΗΝΩΝ <box>1262 1145 1524 1164</box>
article-heading: Ο ΔΕΚΑΚΣΕ ΕΝ ΠΕΤΡΟΥΠΟΛΕΙ <box>440 242 702 264</box>
agency-line: (Ἐθνικὸν Πρακτορεῖον). <box>756 288 926 303</box>
